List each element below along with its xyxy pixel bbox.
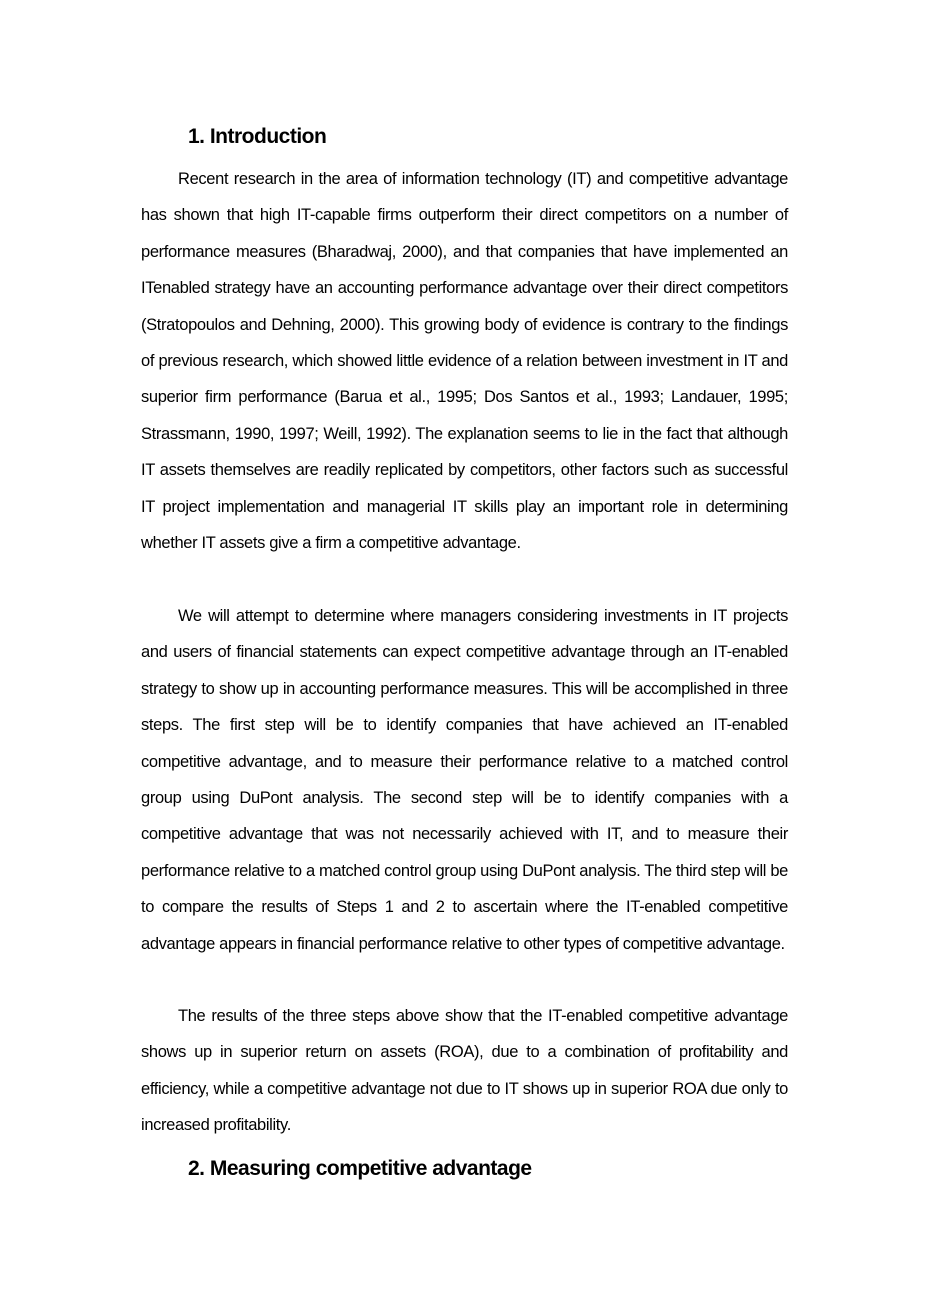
paragraph-3: The results of the three steps above show that the IT-enabled competitive advantage shows up in superior return on assets (ROA), due to a combination of profitability and efficiency, while a competitive advantage not due to IT shows up in superior ROA due only to increased profitability. <box>141 1007 788 1135</box>
section-heading-measuring-competitive-advantage: 2. Measuring competitive advantage <box>188 1157 532 1180</box>
section-heading-introduction: 1. Introduction <box>188 125 327 148</box>
paragraph-2: We will attempt to determine where managers considering investments in IT projects and users of financial statements can expect competitive advantage through an IT-enabled strategy to show up in accounting performance measures. This will be accomplished in three steps. The first step will be to identify companies that have achieved an IT-enabled competitive advantage, and to measure their performance relative to a matched control group using DuPont analysis. The second step will be to identify companies with a competitive advantage that was not necessarily achieved with IT, and to measure their performance relative to a matched control group using DuPont analysis. The third step will be to compare the results of Steps 1 and 2 to ascertain where the IT-enabled competitive advantage appears in financial performance relative to other types of competitive advantage. <box>141 607 788 953</box>
paragraph-1: Recent research in the area of information technology (IT) and competitive advantage has shown that high IT-capable firms outperform their direct competitors on a number of performance measures (Bharadwaj, 2000), and that companies that have implemented an ITenabled strategy have an accounting performance advantage over their direct competitors (Stratopoulos and Dehning, 2000). This growing body of evidence is contrary to the findings of previous research, which showed little evidence of a relation between investment in IT and superior firm performance (Barua et al., 1995; Dos Santos et al., 1993; Landauer, 1995; Strassmann, 1990, 1997; Weill, 1992). The explanation seems to lie in the fact that although IT assets themselves are readily replicated by competitors, other factors such as successful IT project implementation and managerial IT skills play an important role in determining whether IT assets give a firm a competitive advantage. <box>141 170 788 553</box>
